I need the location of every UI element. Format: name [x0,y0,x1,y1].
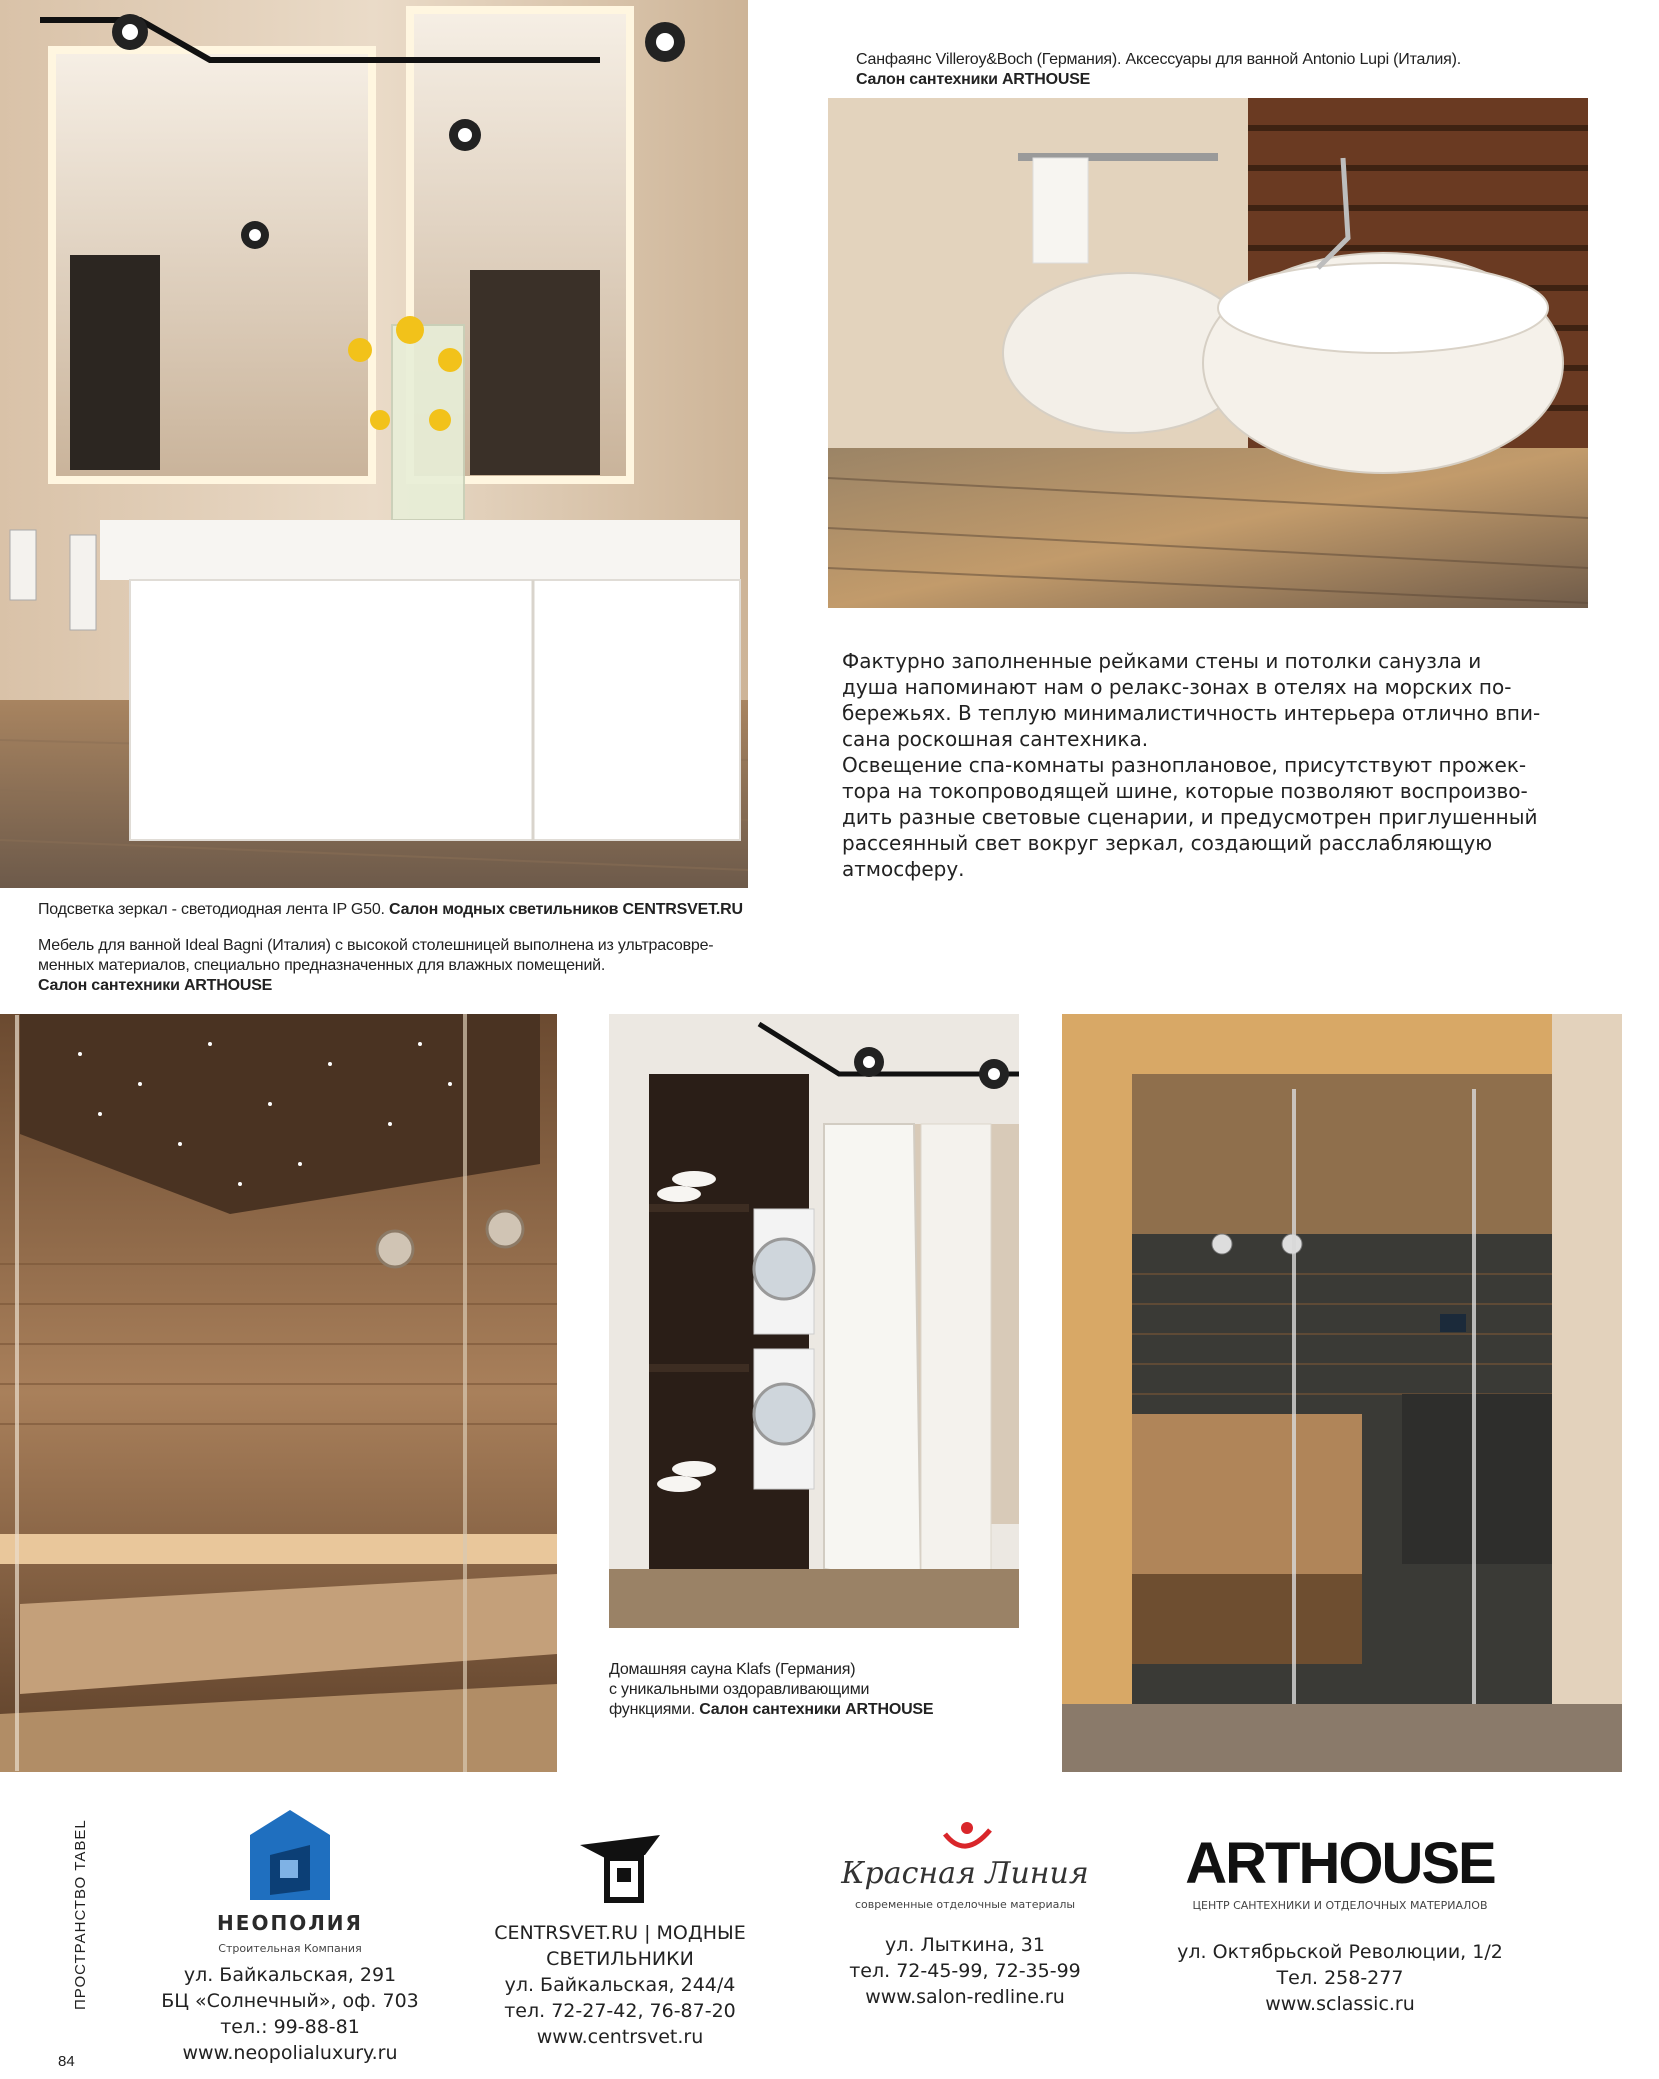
caption-furniture-line1: Мебель для ванной Ideal Bagni (Италия) с высокой столешницей выполнена из ультрасовре- [38,937,714,954]
neopolia-website[interactable]: www.neopolialuxury.ru [182,2042,398,2064]
article-line: Освещение спа-комнаты разноплановое, присутствуют прожек- [842,753,1527,777]
ad-neopolia [140,1805,440,2066]
caption-sauna-line2: с уникальными оздоравливающими [609,1681,870,1698]
article-line: тора на токопроводящей шине, которые позволяют воспроизво- [842,779,1528,803]
centrsvet-line: тел. 72-27-42, 76-87-20 [504,2000,736,2022]
article-line: сана роскошная сантехника. [842,727,1149,751]
article-text [842,648,1602,882]
centrsvet-line: ул. Байкальская, 244/4 [504,1974,736,1996]
article-line: бережьях. В теплую минималистичность интерьера отлично впи- [842,701,1541,725]
caption-mirror-lighting [38,900,758,920]
caption-mirror-text: Подсветка зеркал - светодиодная лента IP G50. [38,901,385,918]
neopolia-logo-sub: Строительная Компания [218,1942,362,1955]
caption-bidet-bold: Салон сантехники ARTHOUSE [856,71,1091,88]
caption-bidet-line2 [856,70,1616,90]
neopolia-line: БЦ «Солнечный», оф. 703 [161,1990,419,2012]
arthouse-website[interactable]: www.sclassic.ru [1265,1993,1415,2015]
article-line: атмосферу. [842,857,965,881]
ad-arthouse [1170,1831,1510,2017]
centrsvet-line: СВЕТИЛЬНИКИ [546,1948,694,1970]
arthouse-logo-sub: ЦЕНТР САНТЕХНИКИ И ОТДЕЛОЧНЫХ МАТЕРИАЛОВ [1192,1899,1488,1912]
caption-sauna [609,1660,1029,1720]
photo-glass-sauna [1062,1014,1622,1772]
photo-laundry-cabinet [609,1014,1019,1628]
ad-centrsvet [470,1830,770,2050]
caption-bidet-line1: Санфаянс Villeroy&Boch (Германия). Аксессуары для ванной Antonio Lupi (Италия). [856,51,1461,68]
redline-line: тел. 72-45-99, 72-35-99 [849,1960,1081,1982]
article-line: Фактурно заполненные рейками стены и потолки санузла и [842,649,1482,673]
vertical-label: ПРОСТРАНСТВО TABEL [72,1819,89,2010]
caption-furniture-line3 [38,976,758,996]
ad-krasnaya-liniya [815,1820,1115,2010]
redline-line: ул. Лыткина, 31 [885,1934,1045,1956]
redline-logo-icon [815,1820,1115,1856]
centrsvet-logo-icon [470,1830,770,1920]
photo-bidet [828,98,1588,608]
caption-mirror-bold: Салон модных светильников CENTRSVET.RU [389,901,743,918]
caption-furniture [38,936,758,996]
caption-sauna-text: функциями. [609,1701,695,1718]
caption-sauna-line3 [609,1700,1029,1720]
caption-bidet [856,50,1616,90]
page-number: 84 [58,2053,75,2070]
neopolia-logo-icon [140,1805,440,1910]
caption-furniture-bold: Салон сантехники ARTHOUSE [38,977,273,994]
neopolia-line: ул. Байкальская, 291 [183,1964,397,1986]
caption-furniture-line2: менных материалов, специально предназначенных для влажных помещений. [38,957,606,974]
arthouse-line: Тел. 258-277 [1276,1967,1404,1989]
arthouse-line: ул. Октябрьской Революции, 1/2 [1177,1941,1503,1963]
photo-bathroom-vanity [0,0,748,888]
centrsvet-website[interactable]: www.centrsvet.ru [536,2026,704,2048]
neopolia-logo-text: НЕОПОЛИЯ [217,1911,363,1935]
redline-logo-sub: современные отделочные материалы [854,1898,1076,1911]
arthouse-logo-text: ARTHOUSE [1185,1831,1495,1896]
redline-website[interactable]: www.salon-redline.ru [865,1986,1065,2008]
article-line: рассеянный свет вокруг зеркал, создающий расслабляющую [842,831,1493,855]
centrsvet-line: CENTRSVET.RU | МОДНЫЕ [494,1922,746,1944]
caption-sauna-bold: Салон сантехники ARTHOUSE [699,1701,934,1718]
redline-logo-text: Красная Линия [841,1856,1089,1891]
neopolia-line: тел.: 99-88-81 [220,2016,360,2038]
article-line: душа напоминают нам о релакс-зонах в отелях на морских по- [842,675,1512,699]
article-line: дить разные световые сценарии, и предусмотрен приглушенный [842,805,1538,829]
photo-sauna-interior [0,1014,557,1772]
caption-sauna-line1: Домашняя сауна Klafs (Германия) [609,1661,856,1678]
